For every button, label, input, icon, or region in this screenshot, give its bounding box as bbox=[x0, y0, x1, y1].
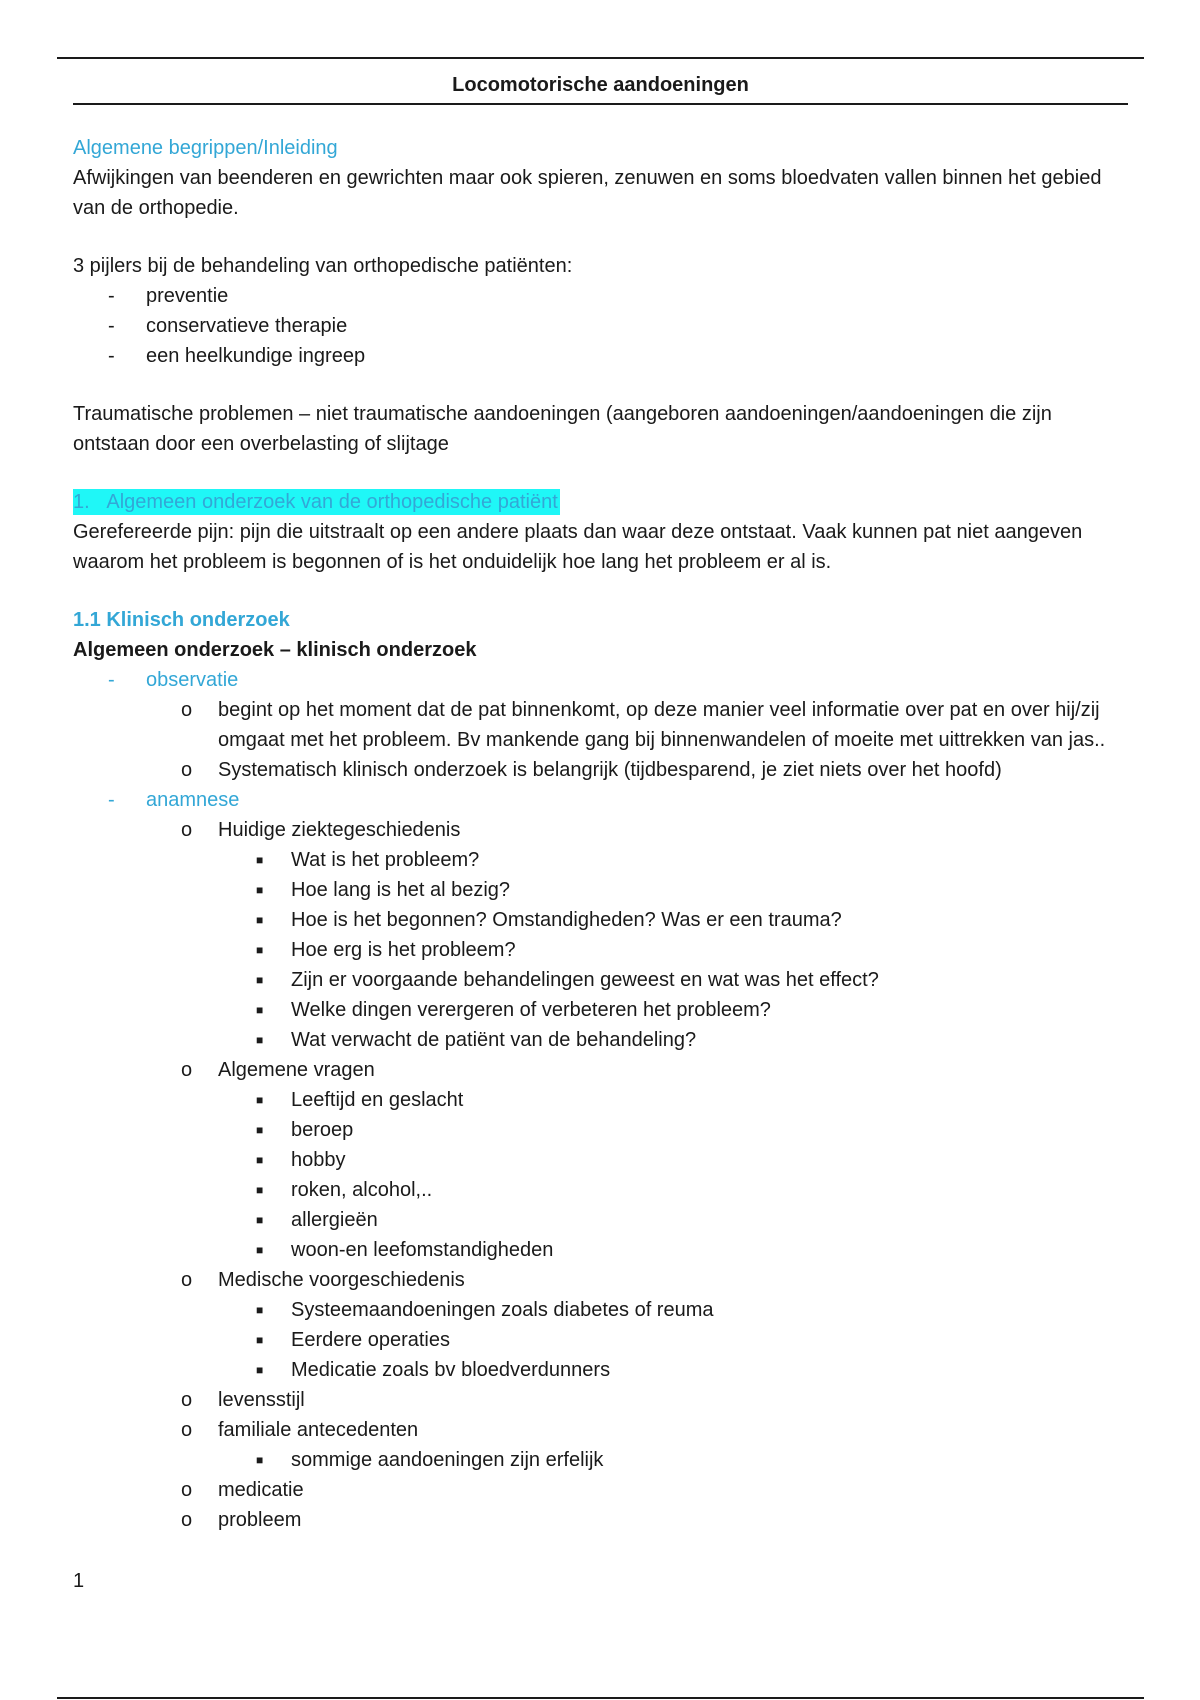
list-item: o Algemene vragen bbox=[181, 1059, 375, 1081]
top-rule bbox=[57, 57, 1144, 59]
dash-bullet: - bbox=[108, 285, 115, 307]
list-item: ■ Welke dingen verergeren of verbeteren het probleem? bbox=[256, 999, 771, 1021]
list-item-anamnese: - anamnese bbox=[108, 789, 240, 811]
intro-heading: Algemene begrippen/Inleiding bbox=[73, 137, 338, 159]
list-item: o Huidige ziektegeschiedenis bbox=[181, 819, 461, 841]
list-item: ■ Wat is het probleem? bbox=[256, 849, 480, 871]
intro-paragraph: Afwijkingen van beenderen en gewrichten maar ook spieren, zenuwen en soms bloedvaten vallen binnen het gebied van de orthopedie. bbox=[73, 167, 1102, 219]
section-1-heading: 1. Algemeen onderzoek van de orthopedische patiënt bbox=[73, 491, 558, 513]
list-item: ■ Leeftijd en geslacht bbox=[256, 1089, 464, 1111]
list-item: ■ Zijn er voorgaande behandelingen geweest en wat was het effect? bbox=[256, 969, 879, 991]
list-item: o begint op het moment dat de pat binnenkomt, op deze manier veel informatie over pat en over hij/zij omgaat met het probleem. Bv mankende gang bij binnenwandelen of moeite met uittrekken van jas.. bbox=[181, 699, 1106, 751]
list-item: ■ hobby bbox=[256, 1149, 346, 1171]
list-item: ■ sommige aandoeningen zijn erfelijk bbox=[256, 1449, 604, 1471]
list-item: ■ Wat verwacht de patiënt van de behandeling? bbox=[256, 1029, 697, 1051]
list-item: ■ beroep bbox=[256, 1119, 354, 1141]
list-item: ■ Hoe is het begonnen? Omstandigheden? Was er een trauma? bbox=[256, 909, 842, 931]
list-item: ■ woon-en leefomstandigheden bbox=[256, 1239, 554, 1261]
list-item: ■ allergieën bbox=[256, 1209, 378, 1231]
dash-bullet: - bbox=[108, 315, 115, 337]
list-item: ■ Hoe lang is het al bezig? bbox=[256, 879, 511, 901]
list-item: ■ Eerdere operaties bbox=[256, 1329, 450, 1351]
list-item: o Systematisch klinisch onderzoek is belangrijk (tijdbesparend, je ziet niets over het hoofd) bbox=[181, 759, 1002, 781]
document-title: Locomotorische aandoeningen bbox=[73, 70, 1128, 105]
list-item: o probleem bbox=[181, 1509, 302, 1531]
list-item: ■ Systeemaandoeningen zoals diabetes of reuma bbox=[256, 1299, 714, 1321]
list-item-observatie: - observatie bbox=[108, 669, 239, 691]
document-page bbox=[73, 70, 1128, 1535]
list-item: ■ Hoe erg is het probleem? bbox=[256, 939, 516, 961]
section-1-paragraph: Gerefereerde pijn: pijn die uitstraalt op een andere plaats dan waar deze ontstaat. Vaak kunnen pat niet aangeven waarom het probleem is begonnen of is het onduidelijk hoe lang het probleem er al is. bbox=[73, 521, 1083, 573]
trauma-paragraph: Traumatische problemen – niet traumatische aandoeningen (aangeboren aandoeningen/aandoeningen die zijn ontstaan door een overbelasting of slijtage bbox=[73, 403, 1052, 455]
list-item: o familiale antecedenten bbox=[181, 1419, 419, 1441]
list-item: - conservatieve therapie bbox=[73, 311, 1128, 341]
pillars-intro: 3 pijlers bij de behandeling van orthopedische patiënten: bbox=[73, 255, 573, 277]
page-number: 1 bbox=[73, 1570, 85, 1592]
list-item: o levensstijl bbox=[181, 1389, 305, 1411]
list-item: - een heelkundige ingreep bbox=[73, 341, 1128, 371]
list-item: o Medische voorgeschiedenis bbox=[181, 1269, 465, 1291]
list-item: ■ roken, alcohol,.. bbox=[256, 1179, 433, 1201]
list-item: - preventie bbox=[73, 281, 1128, 311]
list-item: ■ Medicatie zoals bv bloedverdunners bbox=[256, 1359, 611, 1381]
list-item: o medicatie bbox=[181, 1479, 304, 1501]
dash-bullet: - bbox=[108, 345, 115, 367]
section-1-1-subheading: Algemeen onderzoek – klinisch onderzoek bbox=[73, 639, 477, 661]
bottom-rule bbox=[57, 1697, 1144, 1699]
section-1-1-heading: 1.1 Klinisch onderzoek bbox=[73, 609, 290, 631]
